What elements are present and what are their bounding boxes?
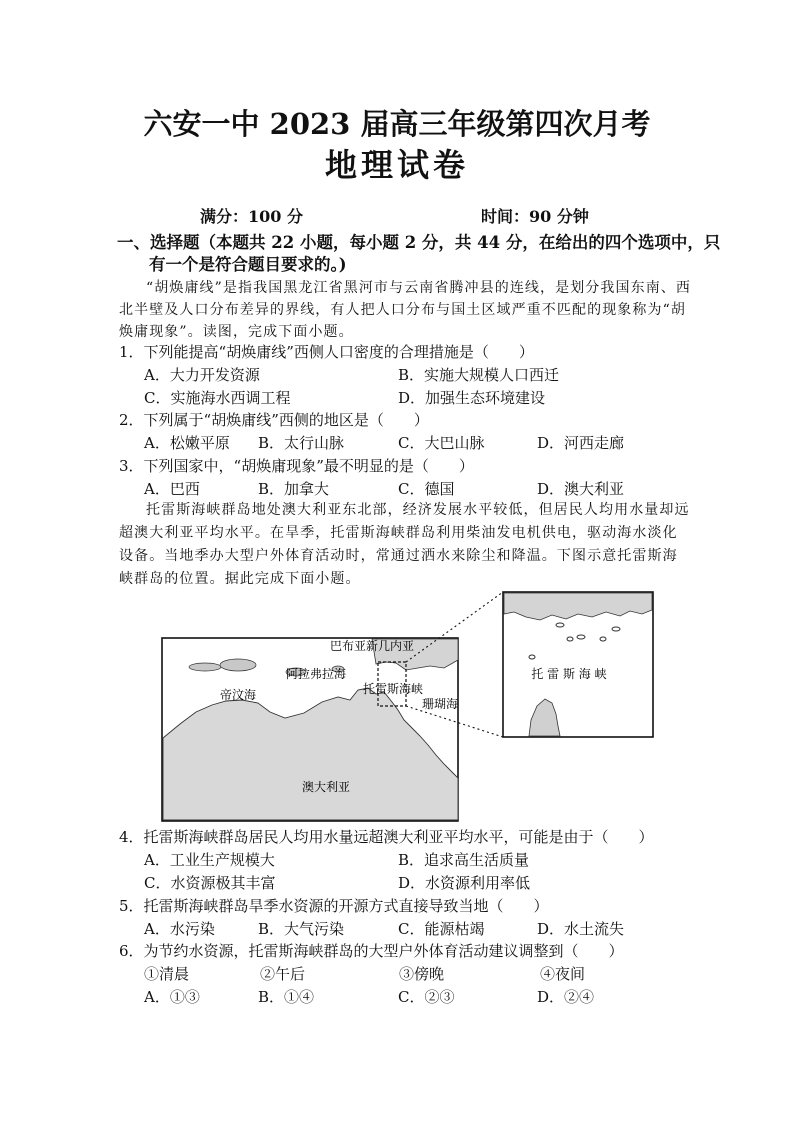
question-2-option-c: C．大巴山脉 — [398, 434, 485, 452]
question-3-option-b: B．加拿大 — [258, 480, 330, 498]
question-5-option-a: A．水污染 — [144, 920, 215, 938]
label-coral: 珊瑚海 — [421, 697, 459, 711]
question-5-option-d: D．水土流失 — [537, 920, 625, 938]
passage2-line3: 设备。当地季办大型户外体育活动时，常通过洒水来除尘和降温。下图示意托雷斯海 — [119, 548, 678, 564]
question-4-stem: 4．托雷斯海峡群岛居民人均用水量远超澳大利亚平均水平，可能是由于（ ） — [119, 828, 654, 846]
question-5-option-b: B．大气污染 — [258, 920, 345, 938]
question-4-option-a: A．工业生产规模大 — [144, 851, 275, 869]
question-6-item-2: ②午后 — [260, 965, 306, 983]
label-papua: 巴布亚新几内亚 — [329, 639, 415, 653]
label-arafura: 阿拉弗拉海 — [285, 667, 347, 681]
question-4-option-d: D．水资源利用率低 — [398, 874, 531, 892]
island-shape — [220, 659, 256, 671]
question-1-option-c: C．实施海水西调工程 — [144, 389, 291, 407]
question-1-option-a: A．大力开发资源 — [144, 366, 260, 384]
question-5-stem: 5．托雷斯海峡群岛旱季水资源的开源方式直接导致当地（ ） — [119, 897, 549, 915]
passage1-line2: 北半壁及人口分布差异的界线，有人把人口分布与国土区域严重不匹配的现象称为“胡 — [119, 302, 686, 318]
question-3-option-a: A．巴西 — [144, 480, 200, 498]
question-1-stem: 1．下列能提高“胡焕庸线”西侧人口密度的合理措施是（ ） — [119, 343, 534, 361]
label-timor: 帝汶海 — [219, 688, 257, 702]
question-2-option-a: A．松嫩平原 — [144, 434, 230, 452]
question-6-option-d: D．②④ — [537, 988, 595, 1006]
label-australia: 澳大利亚 — [301, 780, 351, 794]
question-3-option-d: D．澳大利亚 — [537, 480, 625, 498]
label-inset-torres: 托 雷 斯 海 峡 — [531, 667, 607, 681]
question-4-option-c: C．水资源极其丰富 — [144, 874, 276, 892]
question-1-option-b: B．实施大规模人口西迁 — [398, 366, 560, 384]
question-2-option-b: B．太行山脉 — [258, 434, 345, 452]
label-torres: 托雷斯海峡 — [362, 682, 424, 696]
exam-title: 六安一中 2023 届高三年级第四次月考 — [143, 107, 651, 141]
section-heading-line2: 有一个是符合题目要求的。) — [149, 255, 347, 274]
question-6-item-3: ③傍晚 — [399, 965, 445, 983]
passage1-line3: 焕庸现象”。读图，完成下面小题。 — [119, 324, 354, 340]
passage1-line1: “胡焕庸线”是指我国黑龙江省黑河市与云南省腾冲县的连线，是划分我国东南、西 — [146, 280, 692, 296]
island-shape — [189, 663, 221, 671]
question-2-stem: 2．下列属于“胡焕庸线”西侧的地区是（ ） — [119, 411, 429, 429]
exam-subtitle: 地理试卷 — [324, 146, 469, 184]
question-1-option-d: D．加强生态环境建设 — [398, 389, 546, 407]
exam-time: 时间：90 分钟 — [481, 207, 589, 226]
question-2-option-d: D．河西走廊 — [537, 434, 625, 452]
question-6-stem: 6．为节约水资源，托雷斯海峡群岛的大型户外体育活动建议调整到（ ） — [119, 942, 624, 960]
passage2-line1: 托雷斯海峡群岛地处澳大利亚东北部，经济发展水平较低，但居民人均用水量却远 — [146, 502, 690, 518]
section-heading-line1: 一、选择题（本题共 22 小题，每小题 2 分，共 44 分，在给出的四个选项中，只 — [117, 233, 721, 252]
question-6-option-a: A．①③ — [144, 988, 200, 1006]
question-3-option-c: C．德国 — [398, 480, 455, 498]
question-6-item-1: ①清晨 — [144, 965, 190, 983]
full-score: 满分：100 分 — [200, 207, 303, 226]
question-6-option-c: C．②③ — [398, 988, 455, 1006]
question-5-option-c: C．能源枯竭 — [398, 920, 485, 938]
passage2-line2: 超澳大利亚平均水平。在旱季，托雷斯海峡群岛利用柴油发电机供电，驱动海水淡化 — [119, 525, 678, 541]
question-3-stem: 3．下列国家中，“胡焕庸现象”最不明显的是（ ） — [119, 457, 474, 475]
question-6-option-b: B．①④ — [258, 988, 315, 1006]
passage2-line4: 峡群岛的位置。据此完成下面小题。 — [119, 571, 361, 587]
question-6-item-4: ④夜间 — [540, 965, 586, 983]
question-4-option-b: B．追求高生活质量 — [398, 851, 530, 869]
